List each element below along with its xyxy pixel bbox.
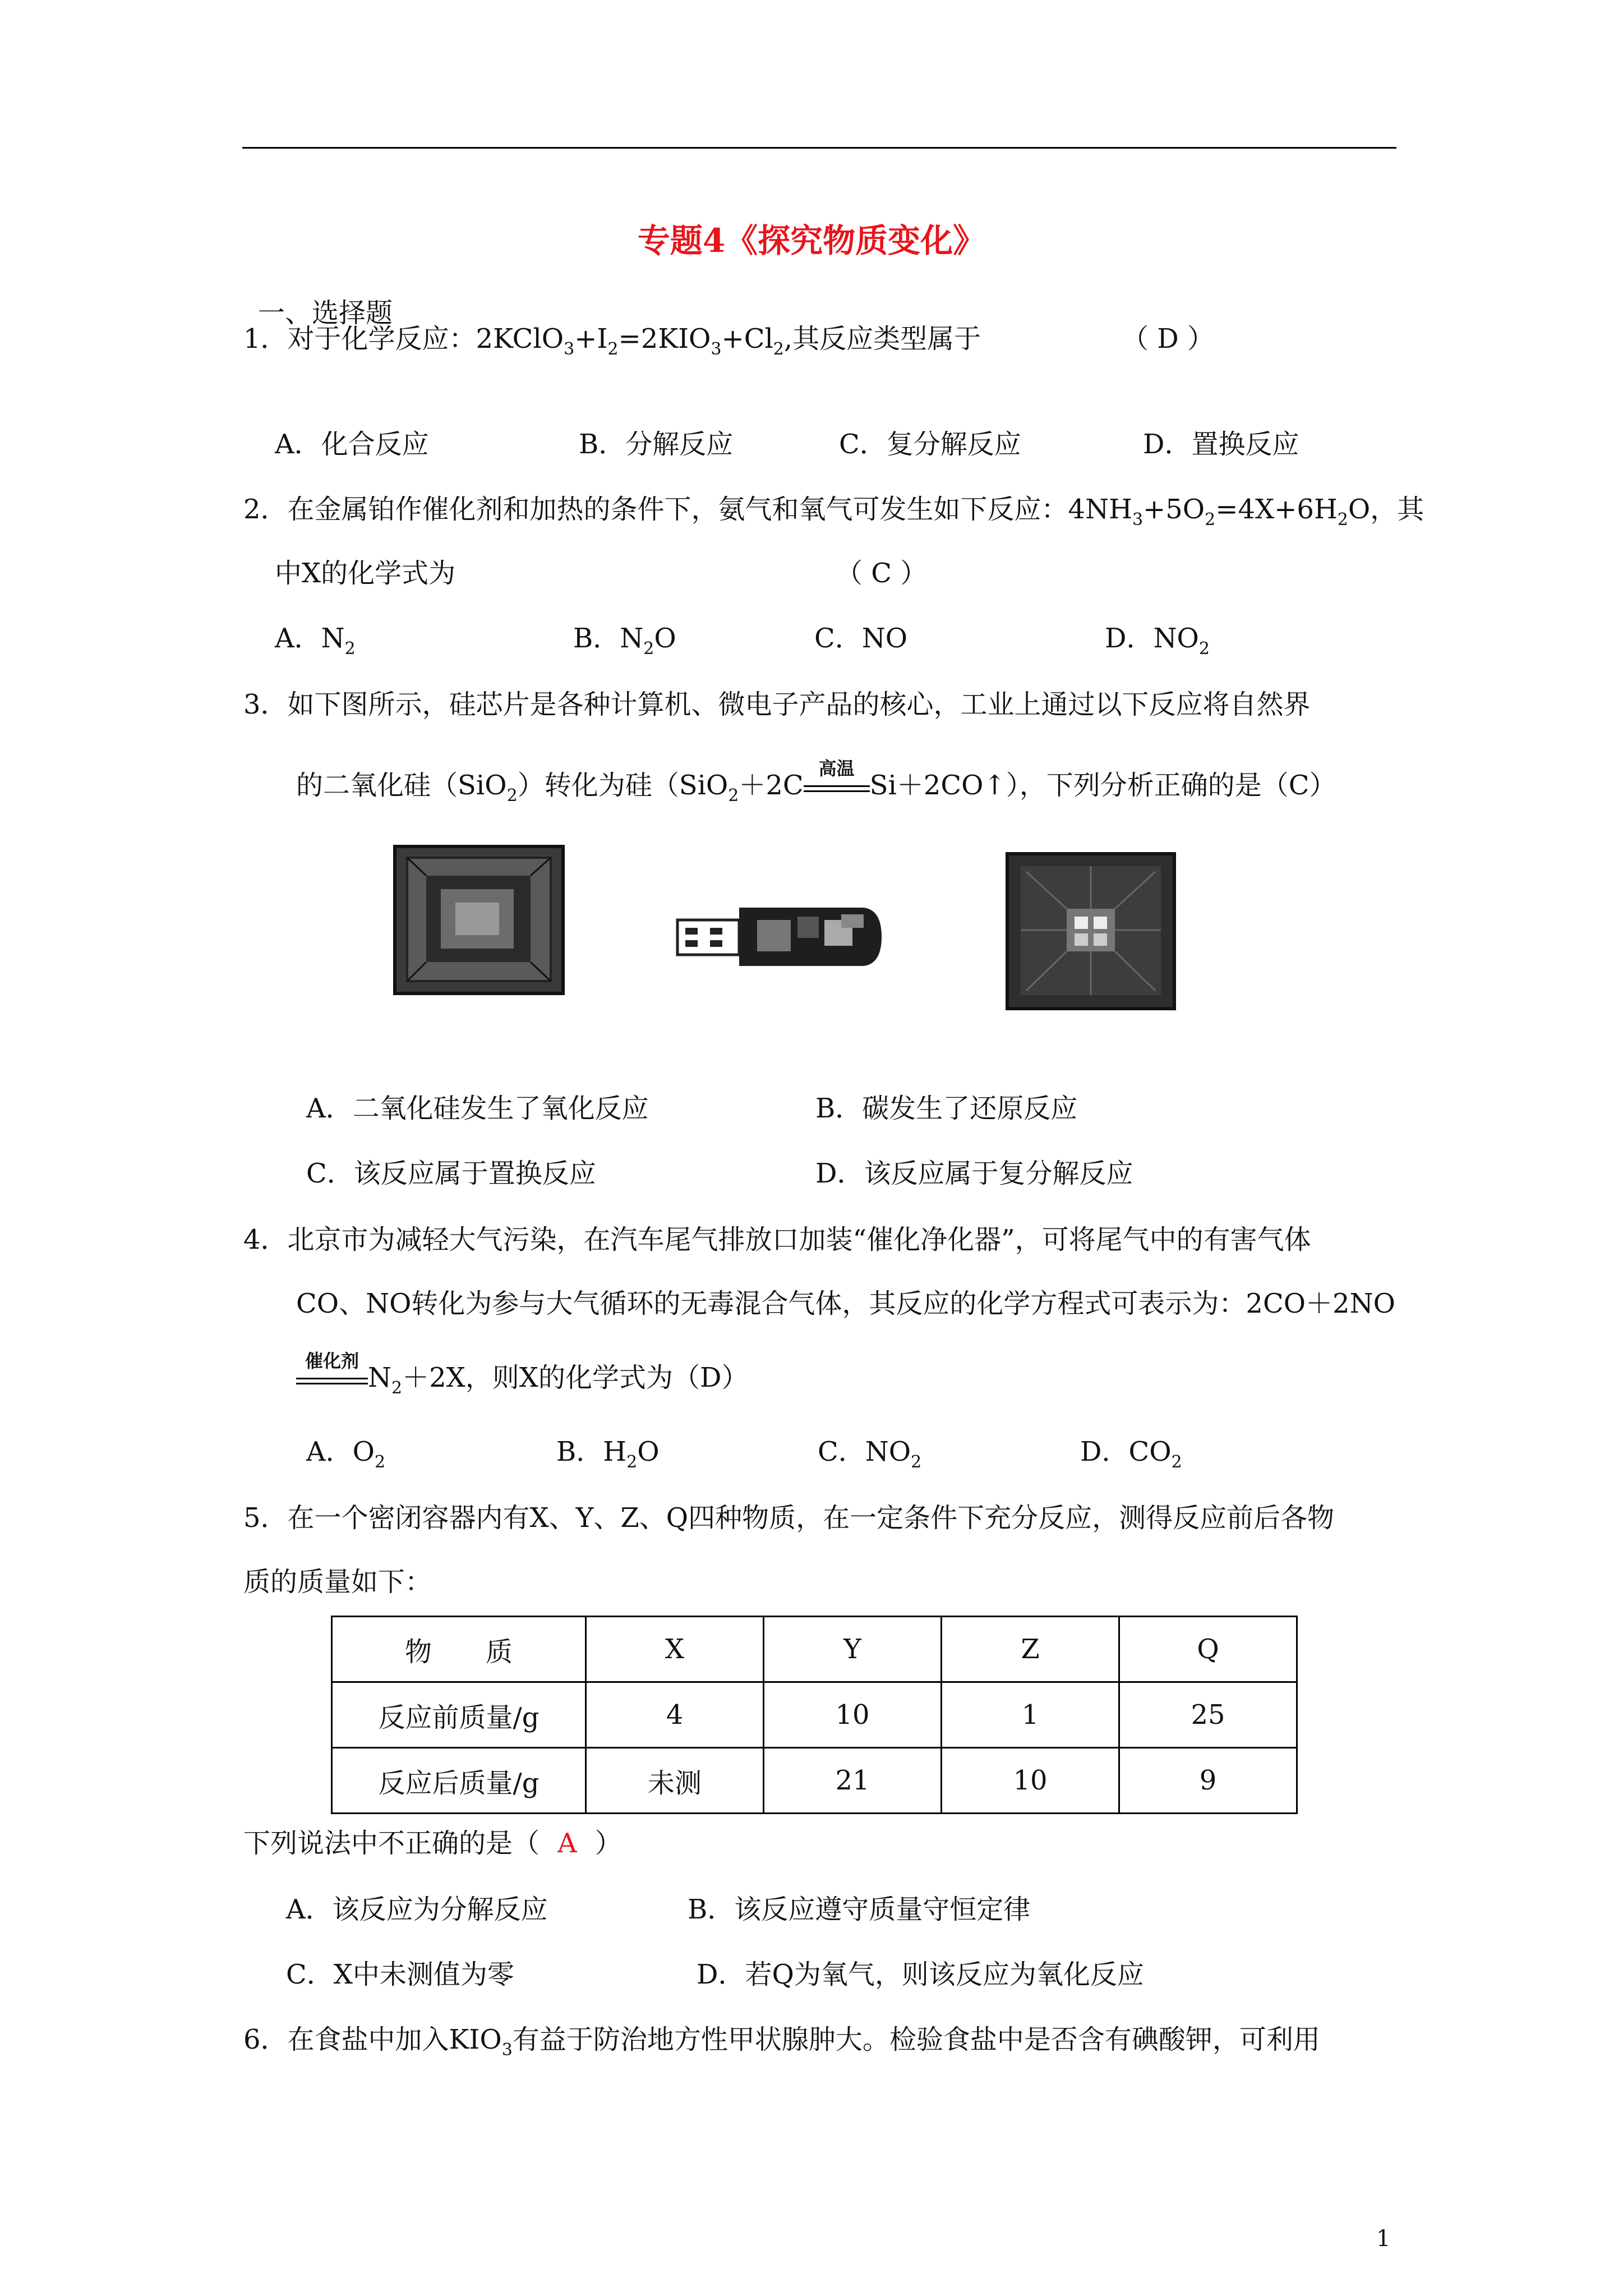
q4-stem-line1: 4．北京市为减轻大气污染，在汽车尾气排放口加装“催化净化器”，可将尾气中的有害气体 [243,1224,1311,1255]
q3-option-c: C．该反应属于置换反应 [306,1158,596,1189]
mass-table [331,1616,1298,1814]
q4-option-d: D．$CO_2$ [1080,1436,1182,1472]
table-row [332,1748,1297,1814]
q3-option-d: D．该反应属于复分解反应 [815,1158,1133,1189]
q1-option-d: D．置换反应 [1143,429,1299,460]
q2-stem-line1: 2．在金属铂作催化剂和加热的条件下，氨气和氧气可发生如下反应：$4NH_3+5O_2=4X+6H_2O$，其 [243,494,1424,530]
table-header-cell: Y [764,1617,942,1682]
document-title: 专题4《探究物质变化》 [637,222,986,260]
cpu-chip-image [393,844,566,996]
q5-stem-line2: 质的质量如下： [243,1566,432,1598]
chip-package-image [1004,850,1178,1013]
section-heading: 一、选择题 [258,297,393,329]
q5-prompt: 下列说法中不正确的是（ A ） [243,1828,622,1859]
reaction-condition-arrow: 高温 [804,772,870,799]
table-cell: 21 [764,1748,942,1814]
table-cell: 反应后质量/g [332,1748,586,1814]
q1-stem: 1．对于化学反应：$2KClO_3+I_2=2KIO_3+Cl_2$,其反应类型属于 [243,323,981,359]
q5-answer: A [557,1828,577,1859]
q2-stem-line2: 中X的化学式为 [275,558,456,589]
q4-stem-line2: CO、NO转化为参与大气循环的无毒混合气体，其反应的化学方程式可表示为：2CO＋2NO [296,1288,1395,1319]
page-number: 1 [1376,2226,1391,2252]
q1-option-b: B．分解反应 [579,429,734,460]
q5-stem-line1: 5．在一个密闭容器内有X、Y、Z、Q四种物质，在一定条件下充分反应，测得反应前后各物 [243,1502,1335,1534]
header-rule [242,147,1396,149]
table-cell: 9 [1119,1748,1297,1814]
q3-option-b: B．碳发生了还原反应 [815,1093,1078,1124]
q1-option-a: A．化合反应 [275,429,429,460]
q6-stem-line1: 6．在食盐中加入$KIO_3$有益于防治地方性甲状腺肿大。检验食盐中是否含有碘酸钾，可利用 [243,2024,1320,2060]
reaction-condition-arrow: 催化剂 [296,1364,368,1391]
q5-option-c: C．X中未测值为零 [286,1959,514,1990]
q1-answer: （ D ） [1122,323,1215,355]
q4-option-b: B．$H_2O$ [556,1436,660,1472]
table-cell: 25 [1119,1682,1297,1748]
q5-option-a: A．该反应为分解反应 [286,1894,548,1925]
table-cell: 10 [764,1682,942,1748]
table-header-row [332,1617,1297,1682]
q2-answer: （ C ） [836,558,928,589]
q1-option-c: C．复分解反应 [839,429,1021,460]
q3-stem-line1: 3．如下图所示，硅芯片是各种计算机、微电子产品的核心，工业上通过以下反应将自然界 [243,689,1311,720]
table-header-cell: X [586,1617,764,1682]
table-row [332,1682,1297,1748]
q2-option-d: D．$NO_2$ [1105,623,1210,659]
q4-stem-line3: 催化剂 $N_2+2X$，则X的化学式为（D） [296,1364,748,1391]
q4-option-a: A．$O_2$ [306,1436,386,1472]
table-cell: 10 [942,1748,1119,1814]
q4-option-c: C．$NO_2$ [818,1436,922,1472]
table-header-cell: Q [1119,1617,1297,1682]
q5-option-d: D．若Q为氧气，则该反应为氧化反应 [697,1959,1144,1990]
q2-option-b: B．$N_2O$ [573,623,676,659]
table-cell: 反应前质量/g [332,1682,586,1748]
q3-option-a: A．二氧化硅发生了氧化反应 [306,1093,649,1124]
table-cell: 未测 [586,1748,764,1814]
table-cell: 4 [586,1682,764,1748]
q5-option-b: B．该反应遵守质量守恒定律 [688,1894,1031,1925]
usb-drive-image [673,898,886,982]
q3-stem-line2: 的二氧化硅（SiO$_2$）转化为硅（SiO$_2$＋2C 高温 Si＋2CO↑），下列分析正确的是（C） [296,758,1336,806]
table-header-cell: Z [942,1617,1119,1682]
table-cell: 1 [942,1682,1119,1748]
q2-option-a: A．$N_2$ [275,623,356,659]
q2-option-c: C．NO [814,623,908,654]
table-header-cell: 物 质 [332,1617,586,1682]
